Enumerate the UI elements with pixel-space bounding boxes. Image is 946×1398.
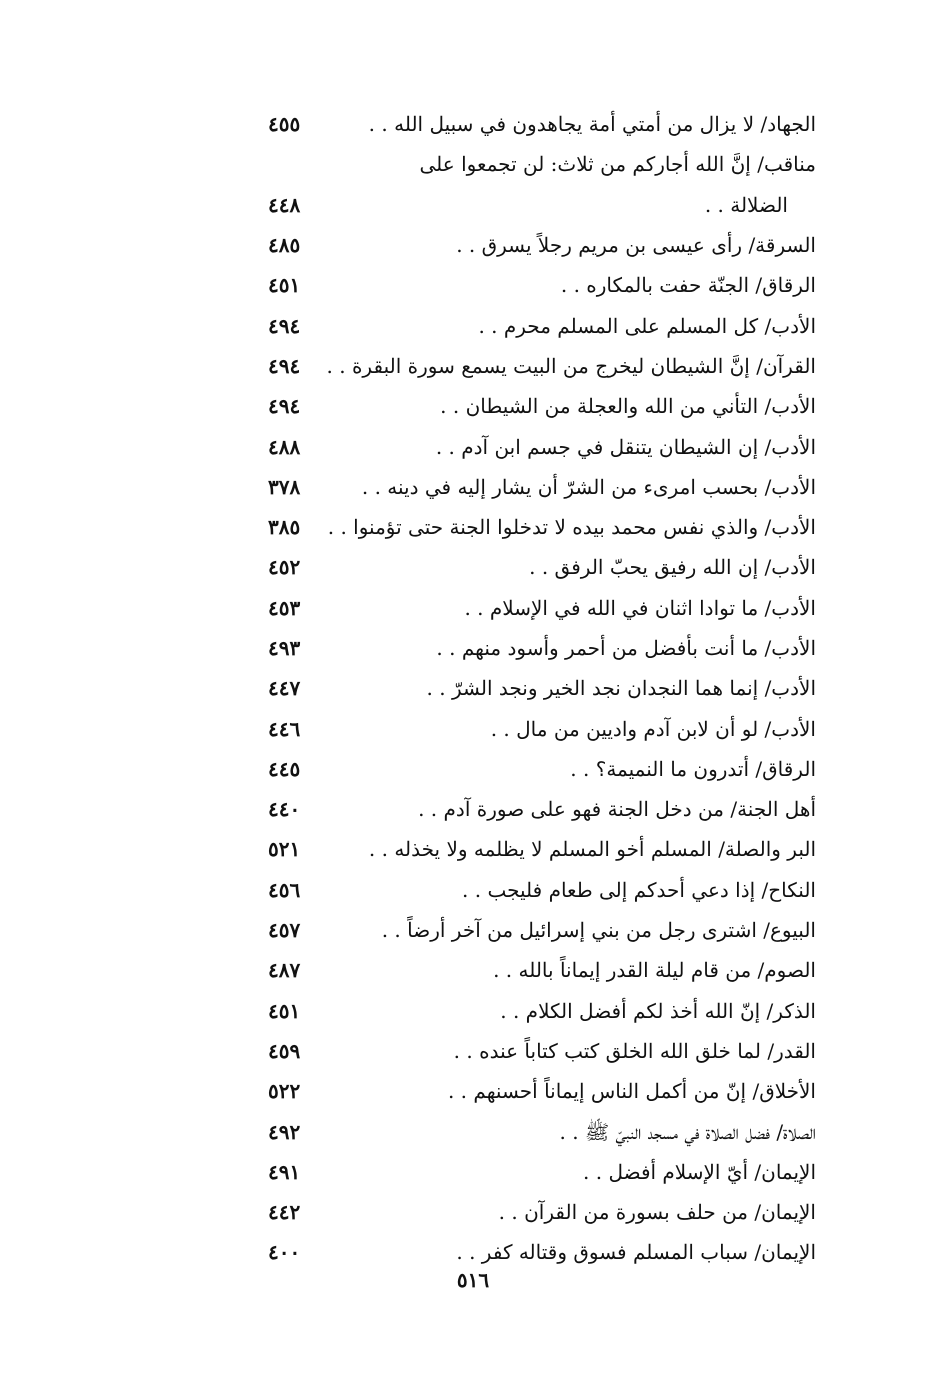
entry-page-number: ٤٥٩ bbox=[268, 1038, 301, 1063]
index-entry bbox=[268, 1192, 816, 1232]
entry-page-number: ٤٩٤ bbox=[268, 394, 301, 419]
index-entry bbox=[268, 1071, 816, 1111]
entry-page-number: ٥٢٢ bbox=[268, 1079, 301, 1104]
entry-page-number: ٤٤٠ bbox=[268, 797, 301, 822]
index-entry bbox=[268, 426, 816, 466]
entry-text: الأدب/ إن الشيطان يتنقل في جسم ابن آدم . . bbox=[435, 434, 816, 459]
entry-page-number: ٤٥٢ bbox=[268, 555, 301, 580]
index-entry bbox=[268, 305, 816, 345]
index-entry bbox=[268, 1152, 816, 1192]
entry-text: الأدب/ إن الله رفيق يحبّ الرفق . . bbox=[529, 555, 816, 580]
entry-page-number: ٤٥١ bbox=[268, 273, 301, 298]
entry-text: الأدب/ إنما هما النجدان نجد الخير ونجد الشرّ . . bbox=[426, 676, 816, 701]
entry-page-number: ٤٤٧ bbox=[268, 676, 301, 701]
index-entry bbox=[268, 628, 816, 668]
entry-text: النكاح/ إذا دعي أحدكم إلى طعام فليجب . . bbox=[462, 877, 816, 902]
entry-text: الأدب/ ما توادا اثنان في الله في الإسلام . . bbox=[464, 595, 816, 620]
index-entry bbox=[268, 1031, 816, 1071]
entry-page-number: ٤٩٢ bbox=[268, 1119, 301, 1144]
entry-page-number: ٤٥٦ bbox=[268, 877, 301, 902]
entry-text: القرآن/ إنَّ الشيطان ليخرج من البيت يسمع سورة البقرة . . bbox=[326, 353, 816, 378]
entry-page-number: ٤٠٠ bbox=[268, 1240, 301, 1265]
entry-text: الرقاق/ الجنّة حفت بالمكاره . . bbox=[560, 273, 816, 298]
entry-page-number: ٤٤٨ bbox=[268, 192, 301, 217]
entry-text: الأدب/ بحسب امرىء من الشرّ أن يشار إليه في دينه . . bbox=[361, 474, 816, 499]
index-entry bbox=[268, 185, 816, 225]
entry-page-number: ٤٤٦ bbox=[268, 716, 301, 741]
entry-text: الأدب/ والذي نفس محمد بيده لا تدخلوا الجنة حتى تؤمنوا . . bbox=[327, 515, 816, 540]
index-entry bbox=[268, 829, 816, 869]
index-entry bbox=[268, 668, 816, 708]
entry-page-number: ٤٤٥ bbox=[268, 756, 301, 781]
index-entry bbox=[268, 749, 816, 789]
index-entry bbox=[268, 386, 816, 426]
entry-page-number: ٤٥١ bbox=[268, 998, 301, 1023]
entry-page-number: ٤٩٤ bbox=[268, 353, 301, 378]
index-entry bbox=[268, 1111, 816, 1151]
entry-text: الأدب/ ما أنت بأفضل من أحمر وأسود منهم . . bbox=[436, 636, 816, 660]
entry-text: الجهاد/ لا يزال من أمتي أمة يجاهدون في سبيل الله . . bbox=[368, 112, 816, 137]
entry-text: أهل الجنة/ من دخل الجنة فهو على صورة آدم . . bbox=[418, 797, 816, 822]
entry-text: الإيمان/ سباب المسلم فسوق وقتاله كفر . . bbox=[456, 1240, 816, 1265]
index-entry bbox=[268, 708, 816, 748]
entry-page-number: ٥٢١ bbox=[268, 837, 301, 862]
index-entry bbox=[268, 991, 816, 1031]
index-entry bbox=[268, 265, 816, 305]
entry-page-number: ٤٤٢ bbox=[268, 1200, 301, 1225]
entry-text: الأدب/ التأني من الله والعجلة من الشيطان . . bbox=[440, 394, 816, 419]
entry-page-number: ٤٥٧ bbox=[268, 918, 301, 943]
index-entry bbox=[268, 144, 816, 184]
entry-page-number: ٤٩٣ bbox=[268, 636, 301, 660]
entry-text: الأدب/ لو أن لابن آدم واديين من مال . . bbox=[490, 716, 816, 741]
entry-text: الإيمان/ أيّ الإسلام أفضل . . bbox=[583, 1159, 816, 1184]
entry-text: الصلاة/ فضل الصلاة في مسجد النبيّ ﷺ . . bbox=[559, 1119, 816, 1144]
entry-text: الأدب/ كل المسلم على المسلم محرم . . bbox=[478, 313, 816, 338]
entry-text: الصوم/ من قام ليلة القدر إيماناً بالله . . bbox=[493, 958, 816, 983]
entry-page-number: ٤٨٨ bbox=[268, 434, 301, 459]
entry-text: القدر/ لما خلق الله الخلق كتب كتاباً عنده . . bbox=[453, 1038, 816, 1063]
entry-text: الضلالة . . bbox=[704, 192, 788, 217]
entry-page-number: ٣٧٨ bbox=[268, 474, 301, 499]
entry-text: البيوع/ اشترى رجل من بني إسرائيل من آخر أرضاً . . bbox=[381, 918, 816, 943]
entry-page-number: ٤٩٤ bbox=[268, 313, 301, 338]
entry-page-number: ٤٨٧ bbox=[268, 958, 301, 983]
entry-text: البر والصلة/ المسلم أخو المسلم لا يظلمه ولا يخذله . . bbox=[368, 837, 816, 862]
entry-page-number: ٣٨٥ bbox=[268, 515, 301, 540]
entry-text: مناقب/ إنَّ الله أجاركم من ثلاث: لن تجمعوا على bbox=[419, 152, 816, 177]
entry-text: الإيمان/ من حلف بسورة من القرآن . . bbox=[498, 1200, 816, 1225]
index-entry bbox=[268, 910, 816, 950]
index-entry bbox=[268, 1232, 816, 1272]
index-entry bbox=[268, 346, 816, 386]
index-entry bbox=[268, 789, 816, 829]
index-entry bbox=[268, 950, 816, 990]
index-entry bbox=[268, 588, 816, 628]
entry-page-number: ٤٩١ bbox=[268, 1159, 301, 1184]
index-entry bbox=[268, 225, 816, 265]
index-entry bbox=[268, 467, 816, 507]
entry-text: الذكر/ إنّ الله أخذ لكم أفضل الكلام . . bbox=[500, 998, 816, 1023]
page-number: ٥١٦ bbox=[456, 1268, 490, 1292]
entry-text: الأخلاق/ إنّ من أكمل الناس إيماناً أحسنهم . . bbox=[447, 1079, 816, 1104]
index-entry bbox=[268, 870, 816, 910]
index-entry bbox=[268, 104, 816, 144]
entry-page-number: ٤٥٥ bbox=[268, 112, 301, 137]
entry-page-number: ٤٨٥ bbox=[268, 233, 301, 258]
index-entry bbox=[268, 547, 816, 587]
entry-text: الرقاق/ أتدرون ما النميمة؟ . . bbox=[570, 756, 816, 781]
entry-page-number: ٤٥٣ bbox=[268, 595, 301, 620]
index-list bbox=[268, 104, 816, 1273]
entry-text: السرقة/ رأى عيسى بن مريم رجلاً يسرق . . bbox=[456, 233, 816, 258]
index-entry bbox=[268, 507, 816, 547]
